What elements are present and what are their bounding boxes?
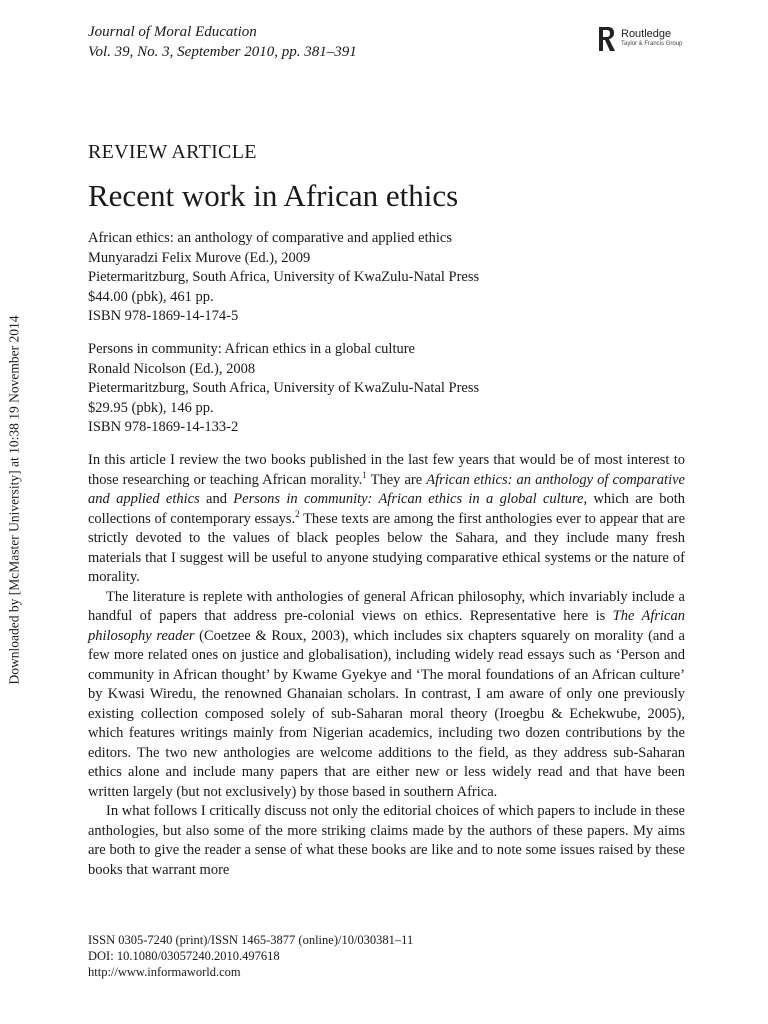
article-title: Recent work in African ethics bbox=[88, 178, 459, 213]
book-entry bbox=[88, 340, 688, 438]
body-paragraph: In what follows I critically discuss not only the editorial choices of which papers to include in these anthologies, but also some of the more striking claims made by the authors of these papers. My aims are both to give the reader a sense of what these books are like and to note some issues raised by these books that warrant more bbox=[88, 803, 685, 878]
publisher-logo bbox=[598, 26, 682, 52]
book-title: African ethics: an anthology of comparative and applied ethics bbox=[88, 230, 452, 246]
publisher-url[interactable]: http://www.informaworld.com bbox=[88, 965, 241, 979]
book-price: $44.00 (pbk), 461 pp. bbox=[88, 288, 214, 305]
doi[interactable]: DOI: 10.1080/03057240.2010.497618 bbox=[88, 949, 280, 963]
footnote-marker[interactable]: 2 bbox=[295, 508, 300, 519]
book-publisher: Pietermaritzburg, South Africa, University of KwaZulu-Natal Press bbox=[88, 269, 480, 286]
book-title-reference: African ethics: an anthology of comparative and applied ethics bbox=[88, 471, 685, 507]
book-title-reference: The African philosophy reader bbox=[88, 608, 685, 644]
routledge-logo-icon bbox=[598, 26, 616, 52]
book-title: Persons in community: African ethics in a global culture bbox=[88, 341, 415, 357]
book-isbn: ISBN 978-1869-14-133-2 bbox=[88, 419, 239, 436]
article-body bbox=[88, 451, 685, 880]
download-notice bbox=[2, 312, 26, 688]
journal-citation: Vol. 39, No. 3, September 2010, pp. 381–391 bbox=[88, 44, 357, 60]
book-isbn: ISBN 978-1869-14-174-5 bbox=[88, 308, 239, 325]
journal-name: Journal of Moral Education bbox=[88, 24, 257, 40]
book-publisher: Pietermaritzburg, South Africa, University of KwaZulu-Natal Press bbox=[88, 380, 480, 397]
book-editor: Ronald Nicolson (Ed.), 2008 bbox=[88, 360, 256, 377]
body-paragraph: In this article I review the two books published in the last few years that would be of most interest to those researching or teaching African morality.$^1$ They are African ethics: an anthology of comparative and applied ethics and Persons in community: African ethics in a global culture, which are both collections of contemporary essays.$^2$ These texts are among the first anthologies ever to appear that are strictly devoted to the values of black peoples below the Sahara, and they include many fresh materials that I suggest will be useful to anyone studying comparative ethical systems or the nature of morality. bbox=[88, 452, 686, 585]
body-paragraph: The literature is replete with anthologies of general African philosophy, which invariably include a handful of papers that address pre-colonial views on ethics. Representative here is The African philosophy reader (Coetzee & Roux, 2003), which includes six chapters squarely on morality (and a few more related ones on justice and globalisation), including widely read essays such as ‘Person and community in African thought’ by Kwame Gyekye and ‘The moral foundations of an African culture’ by Kwasi Wiredu, the renowned Ghanaian scholars. In contrast, I am aware of only one previously existing collection composed solely of sub-Saharan moral theory (Iroegbu & Echekwube, 2005), which features writings mainly from Nigerian academics, including two dozen contributions by the editors. The two new anthologies are welcome additions to the field, as they address sub-Saharan ethics alone and include many papers that are either new or less widely read and that have been written largely (but not exclusively) by those based in southern Africa. bbox=[88, 588, 685, 800]
issn: ISSN 0305-7240 (print)/ISSN 1465-3877 (online)/10/030381–11 bbox=[88, 933, 414, 947]
book-price: $29.95 (pbk), 146 pp. bbox=[88, 399, 214, 416]
footnote-marker[interactable]: 1 bbox=[362, 469, 367, 480]
book-title-reference: Persons in community: African ethics in a global culture bbox=[233, 491, 584, 507]
journal-header bbox=[88, 22, 357, 62]
book-editor: Munyaradzi Felix Murove (Ed.), 2009 bbox=[88, 249, 311, 266]
article-footer bbox=[88, 932, 413, 980]
publisher-name: Routledge bbox=[621, 28, 672, 40]
section-label: REVIEW ARTICLE bbox=[88, 141, 257, 163]
download-notice-text: Downloaded by [McMaster University] at 10:38 19 November 2014 bbox=[6, 315, 21, 685]
publisher-group: Taylor & Francis Group bbox=[621, 41, 683, 47]
book-entry bbox=[88, 229, 688, 327]
